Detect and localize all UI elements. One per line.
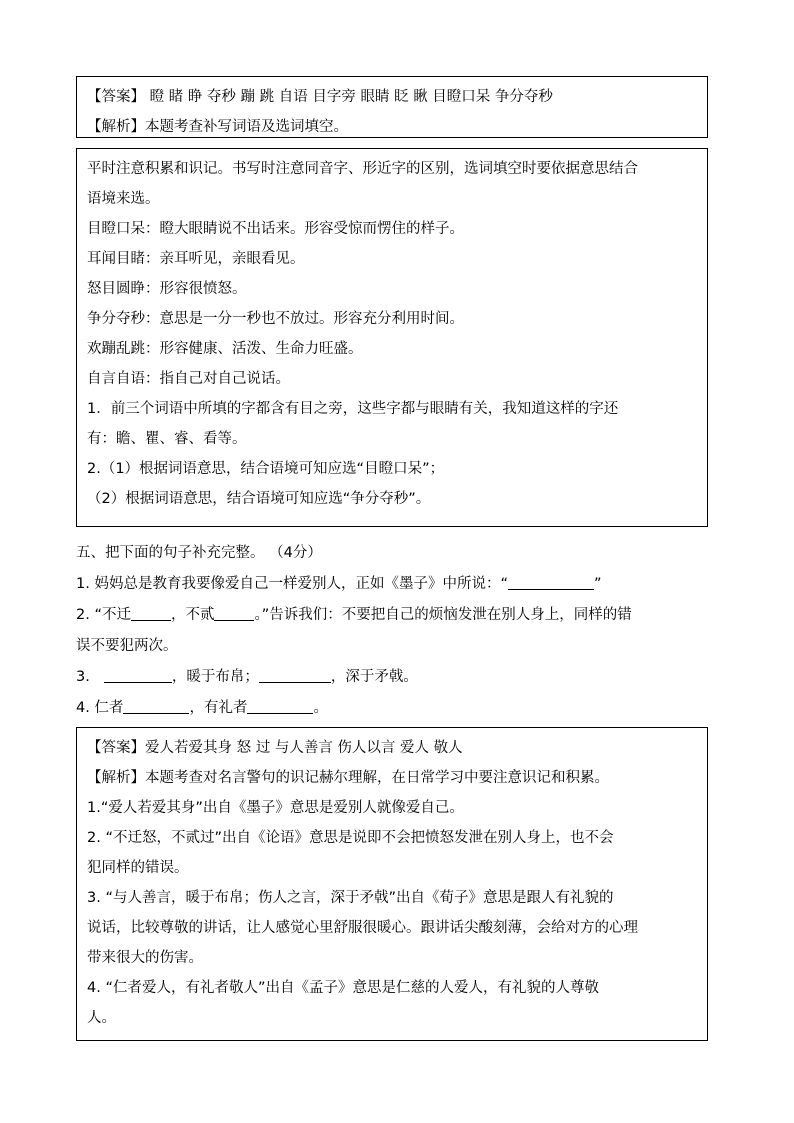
answer-blank: [259, 666, 331, 683]
question-2-continued: 误不要犯两次。: [76, 638, 178, 654]
explanation-line: 2.（1）根据词语意思，结合语境可知应选“目瞪口呆”；: [87, 461, 445, 477]
question-3-mid: ，暖于布帛；: [171, 669, 259, 685]
question-4-end: 。: [313, 700, 328, 716]
analysis-detail-line: 3. “与人善言，暖于布帛；伤人之言，深于矛戟”出自《荀子》意思是跟人有礼貌的: [87, 890, 614, 906]
explanation-line: 语境来选。: [87, 191, 160, 207]
question-2-rest: 。”告诉我们：不要把自己的烦恼发泄在别人身上，同样的错: [254, 607, 632, 623]
explanation-line: 1．前三个词语中所填的字都含有目之旁，这些字都与眼睛有关，我知道这样的字还: [87, 401, 619, 417]
question-2: [76, 600, 716, 631]
analysis-detail-line: 人。: [87, 1010, 116, 1026]
explanation-line: 有：瞻、瞿、睿、看等。: [87, 431, 247, 447]
question-4: [76, 693, 716, 724]
analysis-detail-line: 说话，比较尊敬的讲话，让人感觉心里舒服很暖心。跟讲话尖酸刻薄，会给对方的心理: [87, 920, 638, 936]
answer-blank: [104, 666, 172, 683]
question-4-text: 4. 仁者: [76, 700, 124, 716]
analysis-detail-line: 4. “仁者爱人，有礼者敬人”出自《孟子》意思是仁慈的人爱人，有礼貌的人尊敬: [87, 980, 599, 996]
answer-box-2: [76, 727, 708, 1041]
explanation-line: 平时注意积累和识记。书写时注意同音字、形近字的区别，选词填空时要依据意思结合: [87, 161, 638, 177]
answer-blank: [214, 604, 254, 621]
question-2-text: 2. “不迁: [76, 607, 131, 623]
explanation-line: 怒目圆睁：形容很愤怒。: [87, 281, 247, 297]
question-1: [76, 569, 716, 600]
explanation-line: （2）根据词语意思，结合语境可知应选“争分夺秒”。: [87, 491, 431, 507]
question-1-text: 1. 妈妈总是教育我要像爱自己一样爱别人，正如《墨子》中所说：“: [76, 576, 508, 592]
answer-blank: [247, 697, 313, 714]
answer-line: 【答案】爱人若爱其身 怒 过 与人善言 伤人以言 爱人 敬人: [87, 740, 463, 756]
answer-line: 【答案】 瞪 睹 睁 夺秒 蹦 跳 自语 目字旁 眼睛 眨 瞅 目瞪口呆 争分夺秒: [87, 89, 553, 105]
analysis-line: 【解析】本题考查补写词语及选词填空。: [87, 119, 348, 135]
answer-blank: [131, 604, 171, 621]
explanation-box: [76, 148, 708, 527]
explanation-line: 目瞪口呆：瞪大眼睛说不出话来。形容受惊而愣住的样子。: [87, 221, 464, 237]
analysis-detail-line: 犯同样的错误。: [87, 860, 189, 876]
question-3-rest: ，深于矛戟。: [330, 669, 418, 685]
answer-blank: [123, 697, 189, 714]
analysis-line: 【解析】本题考查对名言警句的识记赫尔理解，在日常学习中要注意识记和积累。: [87, 770, 609, 786]
answer-blank: [508, 573, 594, 590]
question-3-num: 3.: [76, 669, 90, 685]
analysis-detail-line: 2. “不迁怒，不贰过”出自《论语》意思是说即不会把愤怒发泄在别人身上，也不会: [87, 830, 614, 846]
answer-box-1: [76, 76, 708, 138]
explanation-line: 欢蹦乱跳：形容健康、活泼、生命力旺盛。: [87, 341, 363, 357]
section-5-questions: [76, 538, 716, 724]
explanation-line: 耳闻目睹：亲耳听见，亲眼看见。: [87, 251, 305, 267]
explanation-line: 自言自语：指自己对自己说话。: [87, 371, 290, 387]
question-2-mid: ，不贰: [170, 607, 215, 623]
section-title: 五、把下面的句子补充完整。 （4分）: [76, 545, 322, 561]
question-1-close: ”: [593, 576, 602, 592]
analysis-detail-line: 1.“爱人若爱其身”出自《墨子》意思是爱别人就像爱自己。: [87, 800, 464, 816]
question-3: [76, 662, 716, 693]
analysis-detail-line: 带来很大的伤害。: [87, 950, 203, 966]
question-4-mid: ，有礼者: [189, 700, 248, 716]
explanation-line: 争分夺秒：意思是一分一秒也不放过。形容充分利用时间。: [87, 311, 464, 327]
